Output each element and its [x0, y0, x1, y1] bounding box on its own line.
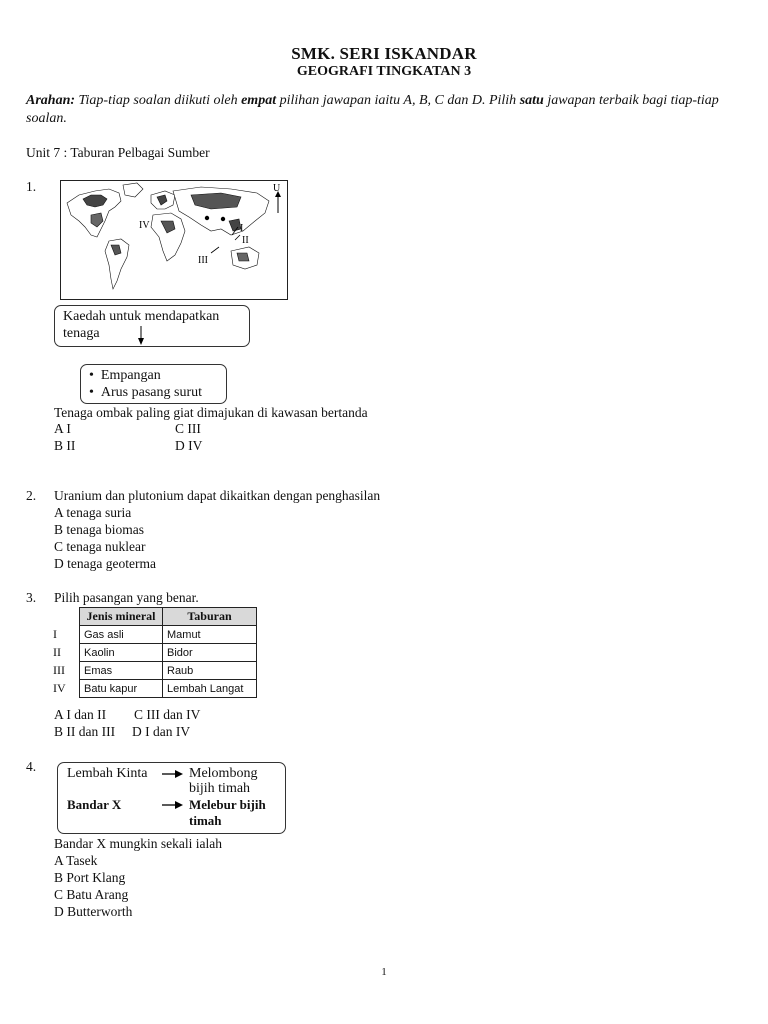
energy-list-item: • Empangan: [89, 368, 161, 383]
tin-process-box: [57, 762, 286, 834]
q4-option: C Batu Arang: [54, 887, 129, 902]
table-header-taburan: Taburan: [163, 608, 257, 626]
energy-list-item-text: Arus pasang surut: [100, 385, 203, 400]
subject-title: GEOGRAFI TINGKATAN 3: [296, 64, 472, 79]
map-marker-dot: [221, 217, 225, 221]
tin-box-right-2b: timah: [189, 813, 222, 828]
instructions: [26, 92, 742, 128]
right-arrow-icon: [162, 769, 184, 779]
map-pointer-line: [211, 247, 219, 253]
table-row: [49, 644, 257, 662]
q3-option-a: A I dan II: [54, 707, 107, 722]
table-row-roman: I: [53, 627, 57, 641]
q4-stem: Bandar X mungkin sekali ialah: [54, 836, 222, 851]
map-label-ii: II: [242, 235, 249, 246]
q1-option-a: A I: [54, 421, 71, 436]
instructions-bold-2: satu: [519, 93, 544, 108]
table-row: [49, 626, 257, 644]
q3-option-d: D I dan IV: [132, 724, 191, 739]
q4-option: D Butterworth: [54, 904, 133, 919]
q1-number: 1.: [26, 179, 37, 194]
energy-method-line2: tenaga: [63, 326, 100, 341]
q2-stem: Uranium dan plutonium dapat dikaitkan dengan penghasilan: [54, 488, 381, 503]
q2-number: 2.: [26, 488, 37, 503]
mineral-table-wrap: [49, 607, 257, 698]
tin-box-right-2a: Melebur bijih: [189, 797, 266, 812]
energy-list-item-text: Empangan: [100, 368, 161, 383]
q2-option: A tenaga suria: [54, 505, 132, 520]
down-arrow-icon: [135, 326, 147, 346]
tin-box-left-2: Bandar X: [67, 797, 122, 812]
table-cell-taburan: Lembah Langat: [163, 680, 257, 698]
school-name: SMK. SERI ISKANDAR: [291, 44, 477, 63]
table-row: [49, 680, 257, 698]
instructions-text-1: Tiap-tiap soalan diikuti oleh: [75, 93, 242, 108]
q4-option: B Port Klang: [54, 870, 126, 885]
q4-option: A Tasek: [54, 853, 98, 868]
tin-box-right-1a: Melombong: [189, 766, 258, 781]
table-cell-mineral: Gas asli: [80, 626, 163, 644]
q1-stem: Tenaga ombak paling giat dimajukan di kawasan bertanda: [54, 405, 368, 420]
energy-list-item: • Arus pasang surut: [89, 385, 203, 400]
q3-option-c: C III dan IV: [134, 707, 201, 722]
q2-option: D tenaga geoterma: [54, 556, 156, 571]
map-label-i: I: [240, 223, 244, 234]
q2-option: B tenaga biomas: [54, 522, 144, 537]
q3-option-b: B II dan III: [54, 724, 116, 739]
q1-option-b: B II: [54, 438, 76, 453]
tin-box-left-1: Lembah Kinta: [67, 766, 148, 781]
table-row: [49, 662, 257, 680]
map-label-iv: IV: [139, 220, 150, 231]
world-map: [60, 180, 288, 300]
q3-stem: Pilih pasangan yang benar.: [54, 590, 199, 605]
map-pointer-line: [235, 235, 240, 240]
page-number: 1: [381, 966, 387, 978]
q1-option-d: D IV: [175, 438, 203, 453]
table-cell-mineral: Kaolin: [80, 644, 163, 662]
table-row-roman: II: [53, 645, 61, 659]
world-map-drawing: [61, 181, 287, 299]
energy-method-line1: Kaedah untuk mendapatkan: [63, 309, 220, 324]
instructions-bold-1: empat: [241, 93, 277, 108]
table-row-roman: IV: [53, 681, 66, 695]
table-cell-taburan: Raub: [163, 662, 257, 680]
q2-option: C tenaga nuklear: [54, 539, 146, 554]
energy-method-box: [54, 305, 250, 347]
table-cell-mineral: Emas: [80, 662, 163, 680]
table-cell-taburan: Bidor: [163, 644, 257, 662]
right-arrow-icon: [162, 800, 184, 810]
table-header-mineral: Jenis mineral: [80, 608, 163, 626]
map-label-iii: III: [198, 255, 208, 266]
tin-box-right-1b: bijih timah: [189, 781, 251, 796]
map-marker-dot: [205, 216, 209, 220]
q4-number: 4.: [26, 759, 37, 774]
instructions-label: Arahan:: [26, 93, 76, 108]
unit-title: Unit 7 : Taburan Pelbagai Sumber: [26, 145, 210, 160]
q3-number: 3.: [26, 590, 37, 605]
table-cell-taburan: Mamut: [163, 626, 257, 644]
q1-option-c: C III: [175, 421, 201, 436]
table-row-roman: III: [53, 663, 65, 677]
table-cell-mineral: Batu kapur: [80, 680, 163, 698]
mineral-table: [49, 607, 257, 698]
instructions-text-2: pilihan jawapan iaitu A, B, C dan D. Pilih: [276, 93, 520, 108]
instructions-text-3: jawapan terbaik bagi tiap-tiap soalan.: [26, 93, 719, 126]
map-label-north: U: [273, 183, 281, 194]
energy-list-box: [80, 364, 227, 404]
